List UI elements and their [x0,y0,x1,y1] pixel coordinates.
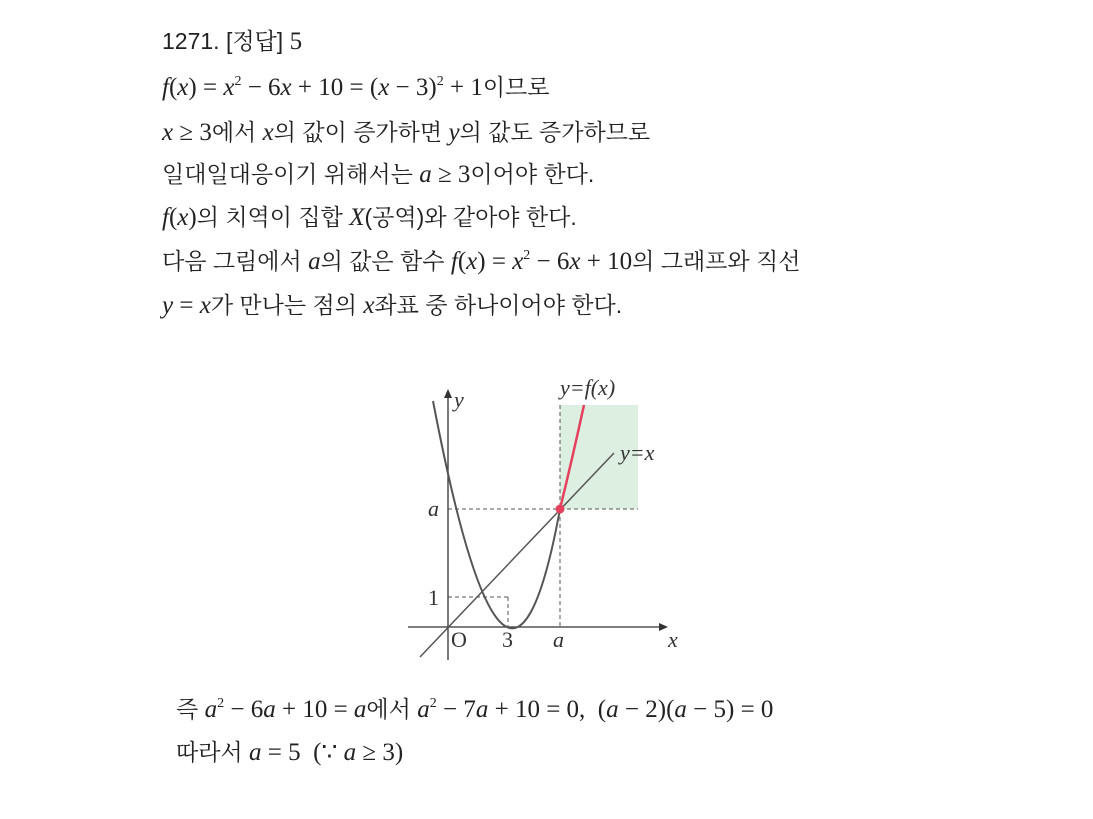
text-fragment: 일대일대응이기 위해서는 [162,161,413,187]
math-inline: f(x) [162,204,197,231]
curve-label: y=f(x) [560,375,616,400]
function-equation: $f(x) = x^2 - 6x + 10 = (x - 3)^2 + 1$ [162,74,483,101]
text-fragment: 따라서 [176,739,243,765]
tick-label-a-y: a [428,496,439,521]
line-one-to-one [162,159,594,190]
text-fragment: 의 그래프와 직선 [632,248,801,274]
math-inline: a = 5 (∵ a ≥ 3) [249,739,404,766]
graph-figure [400,365,700,665]
text-fragment: 가 만나는 점의 [210,292,357,318]
answer-label: [정답] [225,28,284,54]
answer-value: 5 [289,28,303,55]
tick-label-a-x: a [553,627,564,652]
math-inline: X [349,204,365,231]
line-range [162,202,577,233]
math-inline: $a^2 - 6a + 10 = a$ [204,696,367,723]
intersection-point [556,505,565,514]
text-fragment: 다음 그림에서 [162,248,302,274]
math-inline: x [363,292,375,319]
origin-label: O [451,627,467,652]
x-axis-label: x [668,627,678,652]
text-fragment: 좌표 중 하나이어야 한다. [374,292,623,318]
math-inline: $a^2 - 7a + 10 = 0$, (a − 2)(a − 5) = 0 [417,696,774,723]
tick-label-3: 3 [502,627,513,652]
math-inline: x [262,119,274,146]
text-fragment: 의 값이 증가하면 [273,119,443,145]
parabola-curve [433,401,560,628]
text-fragment: 의 값도 증가하므로 [459,119,651,145]
text-fragment: 즉 [176,696,199,722]
line-function-def [162,72,550,103]
line-solve [176,694,773,725]
problem-header [162,26,302,57]
text-fragment: 의 값은 함수 [320,248,445,274]
line-figure-ref [162,246,800,277]
text-fragment: (공역)와 같아야 한다. [364,204,577,230]
math-inline: a [308,248,321,275]
text-fragment: 이어야 한다. [470,161,595,187]
math-inline: x ≥ 3 [162,119,212,146]
y-axis-label: y [454,387,464,412]
text-fragment: 에서 [211,119,257,145]
tick-label-1: 1 [428,585,439,610]
text-fragment: 에서 [366,696,411,722]
problem-number: 1271. [162,28,220,54]
math-inline: a ≥ 3 [419,161,471,188]
line-conclusion [176,737,403,768]
line-intersection [162,290,622,321]
text-fragment: 의 치역이 집합 [196,204,343,230]
line-increasing [162,117,650,148]
math-inline: $f(x) = x^2 - 6x + 10$ [450,248,633,275]
math-inline: y [448,119,460,146]
text-fragment: 이므로 [482,74,550,100]
y-axis-arrow [444,389,452,398]
line-label: y=x [620,440,655,465]
x-axis-arrow [659,623,668,631]
math-inline: y = x [162,292,211,319]
